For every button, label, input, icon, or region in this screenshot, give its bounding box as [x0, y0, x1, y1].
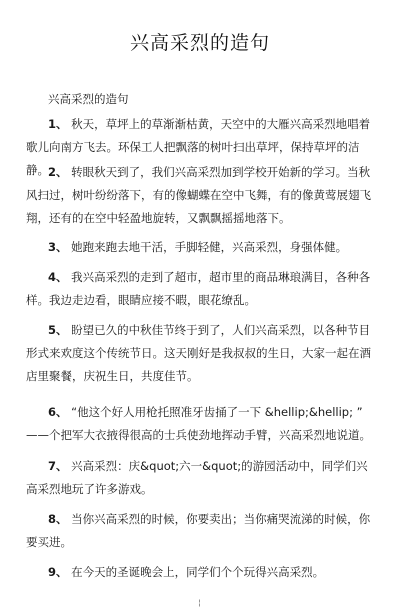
sentence-text: 我兴高采烈的走到了超市，超市里的商品琳琅满目，各种各样。我边走边看，眼睛应接不暇，眼花缭乱。	[26, 270, 371, 307]
sentence-text: 兴高采烈：庆&quot;六一&quot;的游园活动中，同学们兴高采烈地玩了许多游戏。	[26, 459, 368, 496]
sentence-number: 5、	[48, 323, 68, 337]
sentence-6	[26, 401, 376, 447]
sentence-number: 6、	[48, 405, 68, 419]
sentence-number: 8、	[48, 512, 68, 526]
sentence-number: 2、	[48, 165, 68, 179]
sentence-text: 盼望已久的中秋佳节终于到了，人们兴高采烈，以各种节目形式来欢度这个传统节日。这天刚好是我叔叔的生日，大家一起在酒店里聚餐，庆祝生日，共度佳节。	[26, 323, 371, 383]
sentence-4	[26, 266, 376, 312]
sentence-8	[26, 508, 376, 554]
sentence-text: 秋天，草坪上的草渐渐枯黄，天空中的大雁兴高采烈地唱着歌儿向南方飞去。环保工人把飘落的树叶扫出草坪，保持草坪的洁静。	[26, 117, 371, 177]
document-subtitle: 兴高采烈的造句	[48, 92, 129, 106]
sentence-text: 转眼秋天到了，我们兴高采烈加到学校开始新的学习。当秋风扫过，树叶纷纷落下，有的像蝴蝶在空中飞舞，有的像黄莺展翅飞翔，还有的在空中轻盈地旋转，又飘飘摇摇地落下。	[26, 165, 371, 225]
page-marker: ¦	[198, 598, 201, 607]
sentence-text: “他这个好人用枪托照准牙齿捅了一下 &hellip;&hellip; ” ——个把军大衣掖得很高的士兵使劲地挥动手臂，兴高采烈地说道。	[26, 405, 371, 442]
sentence-7	[26, 455, 376, 501]
sentence-number: 1、	[48, 117, 68, 131]
sentence-text: 她跑来跑去地干活，手脚轻健，兴高采烈，身强体健。	[71, 240, 348, 254]
sentence-number: 9、	[48, 565, 68, 579]
sentence-text: 当你兴高采烈的时候，你要卖出；当你痛哭流涕的时候，你要买进。	[26, 512, 371, 549]
sentence-9	[26, 561, 376, 584]
document-title: 兴高采烈的造句	[129, 32, 270, 54]
sentence-text: 在今天的圣诞晚会上，同学们个个玩得兴高采烈。	[71, 565, 325, 579]
sentence-number: 3、	[48, 240, 68, 254]
sentence-2	[26, 161, 376, 230]
sentence-number: 4、	[48, 270, 68, 284]
sentence-5	[26, 319, 376, 388]
sentence-number: 7、	[48, 459, 68, 473]
sentence-3	[26, 236, 376, 259]
